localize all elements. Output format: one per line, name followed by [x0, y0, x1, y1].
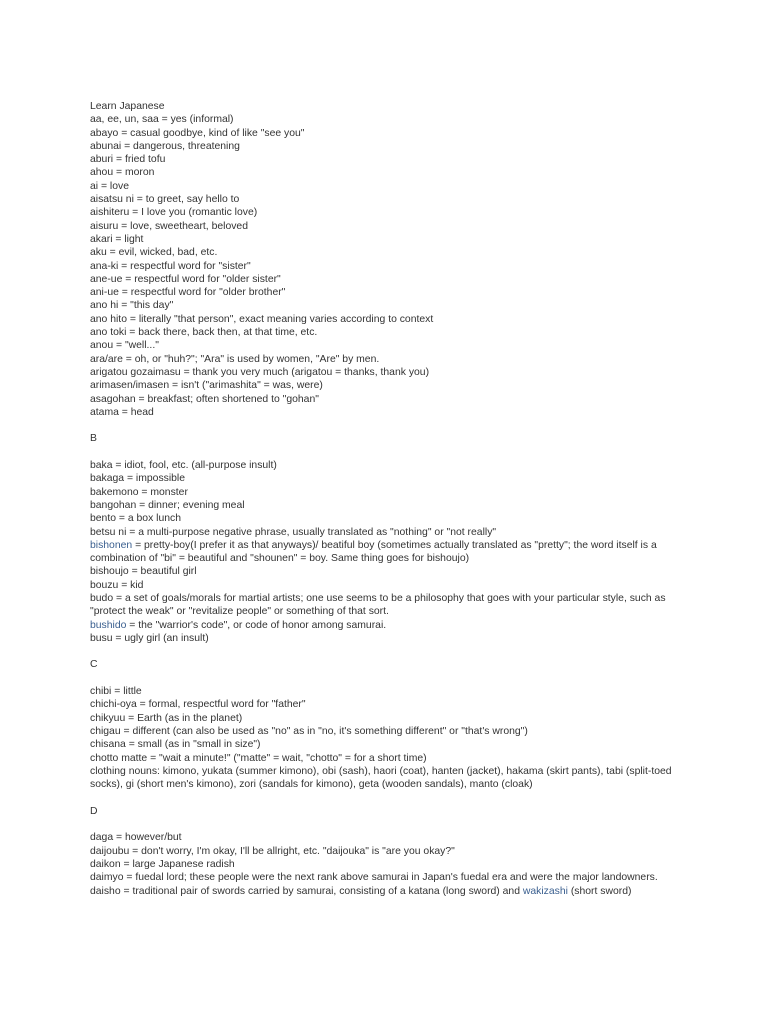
daisho-definition: daisho = traditional pair of swords carried by samurai, consisting of a katana (long sword) and — [90, 885, 523, 897]
glossary-entry: akari = light — [90, 233, 144, 245]
glossary-entry: chibi = little — [90, 686, 142, 698]
entries-c — [90, 685, 690, 791]
spacer — [90, 672, 690, 685]
glossary-entry: aisatsu ni = to greet, say hello to — [90, 194, 240, 206]
glossary-entry: daimyo = fuedal lord; these people were the next rank above samurai in Japan's fuedal era and were the major landowners. — [90, 872, 658, 884]
document-body — [90, 100, 690, 898]
entry-bushido — [90, 619, 690, 632]
wakizashi-link[interactable]: wakizashi — [522, 885, 568, 897]
glossary-entry: aburi = fried tofu — [90, 154, 166, 166]
glossary-entry: arimasen/imasen = isn't ("arimashita" = was, were) — [90, 380, 323, 392]
glossary-entry: bakemono = monster — [90, 486, 188, 498]
glossary-entry: baka = idiot, fool, etc. (all-purpose insult) — [90, 460, 277, 472]
glossary-entry: ahou = moron — [90, 167, 155, 179]
section-heading-c: C — [90, 659, 98, 671]
glossary-entry: ano hito = literally "that person", exact meaning varies according to context — [90, 313, 434, 325]
glossary-entry: bouzu = kid — [90, 579, 144, 591]
glossary-entry: abayo = casual goodbye, kind of like "see you" — [90, 127, 305, 139]
glossary-entry: bishoujo = beautiful girl — [90, 566, 197, 578]
glossary-entry: ai = love — [90, 180, 129, 192]
glossary-entry: ara/are = oh, or "huh?"; "Ara" is used by women, "Are" by men. — [90, 353, 380, 365]
glossary-entry: bakaga = impossible — [90, 473, 186, 485]
glossary-entry: ane-ue = respectful word for "older sister" — [90, 273, 281, 285]
glossary-entry: ana-ki = respectful word for "sister" — [90, 260, 251, 272]
glossary-entry: aisuru = love, sweetheart, beloved — [90, 220, 248, 232]
glossary-entry: bento = a box lunch — [90, 513, 181, 525]
glossary-entry: aa, ee, un, saa = yes (informal) — [90, 114, 234, 126]
glossary-entry: clothing nouns: kimono, yukata (summer kimono), obi (sash), haori (coat), hanten (jacket), hakama (skirt pants), tabi (split-toed — [90, 765, 672, 777]
entry-bishonen — [90, 539, 690, 552]
glossary-entry: socks), gi (short men's kimono), zori (sandals for kimono), geta (wooden sandals), manto (cloak) — [90, 779, 533, 791]
glossary-entry: daijoubu = don't worry, I'm okay, I'll be allright, etc. "daijouka" is "are you okay?" — [90, 845, 455, 857]
glossary-entry: arigatou gozaimasu = thank you very much (arigatou = thanks, thank you) — [90, 366, 430, 378]
glossary-entry: "protect the weak" or "revitalize people" or something of that sort. — [90, 606, 389, 618]
bishonen-link[interactable]: bishonen — [90, 539, 133, 551]
daisho-definition-end: (short sword) — [567, 885, 632, 897]
spacer — [90, 645, 690, 658]
glossary-entry: chichi-oya = formal, respectful word for "father" — [90, 699, 306, 711]
bushido-link[interactable]: bushido — [90, 619, 127, 631]
glossary-entry: atama = head — [90, 406, 154, 418]
glossary-entry: aishiteru = I love you (romantic love) — [90, 207, 258, 219]
glossary-entry: chisana = small (as in "small in size") — [90, 739, 261, 751]
glossary-entry: aku = evil, wicked, bad, etc. — [90, 247, 218, 259]
glossary-entry: daikon = large Japanese radish — [90, 858, 235, 870]
section-heading-b: B — [90, 433, 97, 445]
bishonen-definition: = pretty-boy(I prefer it as that anyways)/ beatiful boy (sometimes actually translated as "pretty"; the word itself is a — [132, 539, 657, 551]
glossary-entry: busu = ugly girl (an insult) — [90, 632, 209, 644]
entries-b3 — [90, 632, 690, 645]
section-heading-d: D — [90, 805, 98, 817]
spacer — [90, 818, 690, 831]
glossary-entry: ani-ue = respectful word for "older brother" — [90, 287, 286, 299]
bushido-definition: = the "warrior's code", or code of honor among samurai. — [126, 619, 387, 631]
glossary-entry: ano toki = back there, back then, at that time, etc. — [90, 327, 318, 339]
entries-d — [90, 831, 690, 884]
glossary-entry: betsu ni = a multi-purpose negative phrase, usually translated as "nothing" or "not really" — [90, 526, 497, 538]
glossary-entry: anou = "well..." — [90, 340, 159, 352]
glossary-entry: ano hi = "this day" — [90, 300, 174, 312]
entry-daisho — [90, 885, 690, 898]
spacer — [90, 446, 690, 459]
entries-b1 — [90, 459, 690, 539]
spacer — [90, 791, 690, 804]
glossary-entry: budo = a set of goals/morals for martial artists; one use seems to be a philosophy that goes with your particular style, such as — [90, 592, 666, 604]
glossary-entry: abunai = dangerous, threatening — [90, 140, 240, 152]
glossary-entry: asagohan = breakfast; often shortened to "gohan" — [90, 393, 319, 405]
glossary-entry: daga = however/but — [90, 832, 182, 844]
spacer — [90, 419, 690, 432]
entry-bishonen-cont: combination of "bi" = beautiful and "shounen" = boy. Same thing goes for bishoujo) — [90, 553, 470, 565]
glossary-entry: bangohan = dinner; evening meal — [90, 499, 245, 511]
entries-b2 — [90, 565, 690, 618]
glossary-entry: chikyuu = Earth (as in the planet) — [90, 712, 243, 724]
glossary-entry: chigau = different (can also be used as "no" as in "no, it's something different" or "that's wrong") — [90, 725, 528, 737]
document-title: Learn Japanese — [90, 101, 165, 112]
entries-a — [90, 113, 690, 419]
glossary-entry: chotto matte = "wait a minute!" ("matte" = wait, "chotto" = for a short time) — [90, 752, 427, 764]
